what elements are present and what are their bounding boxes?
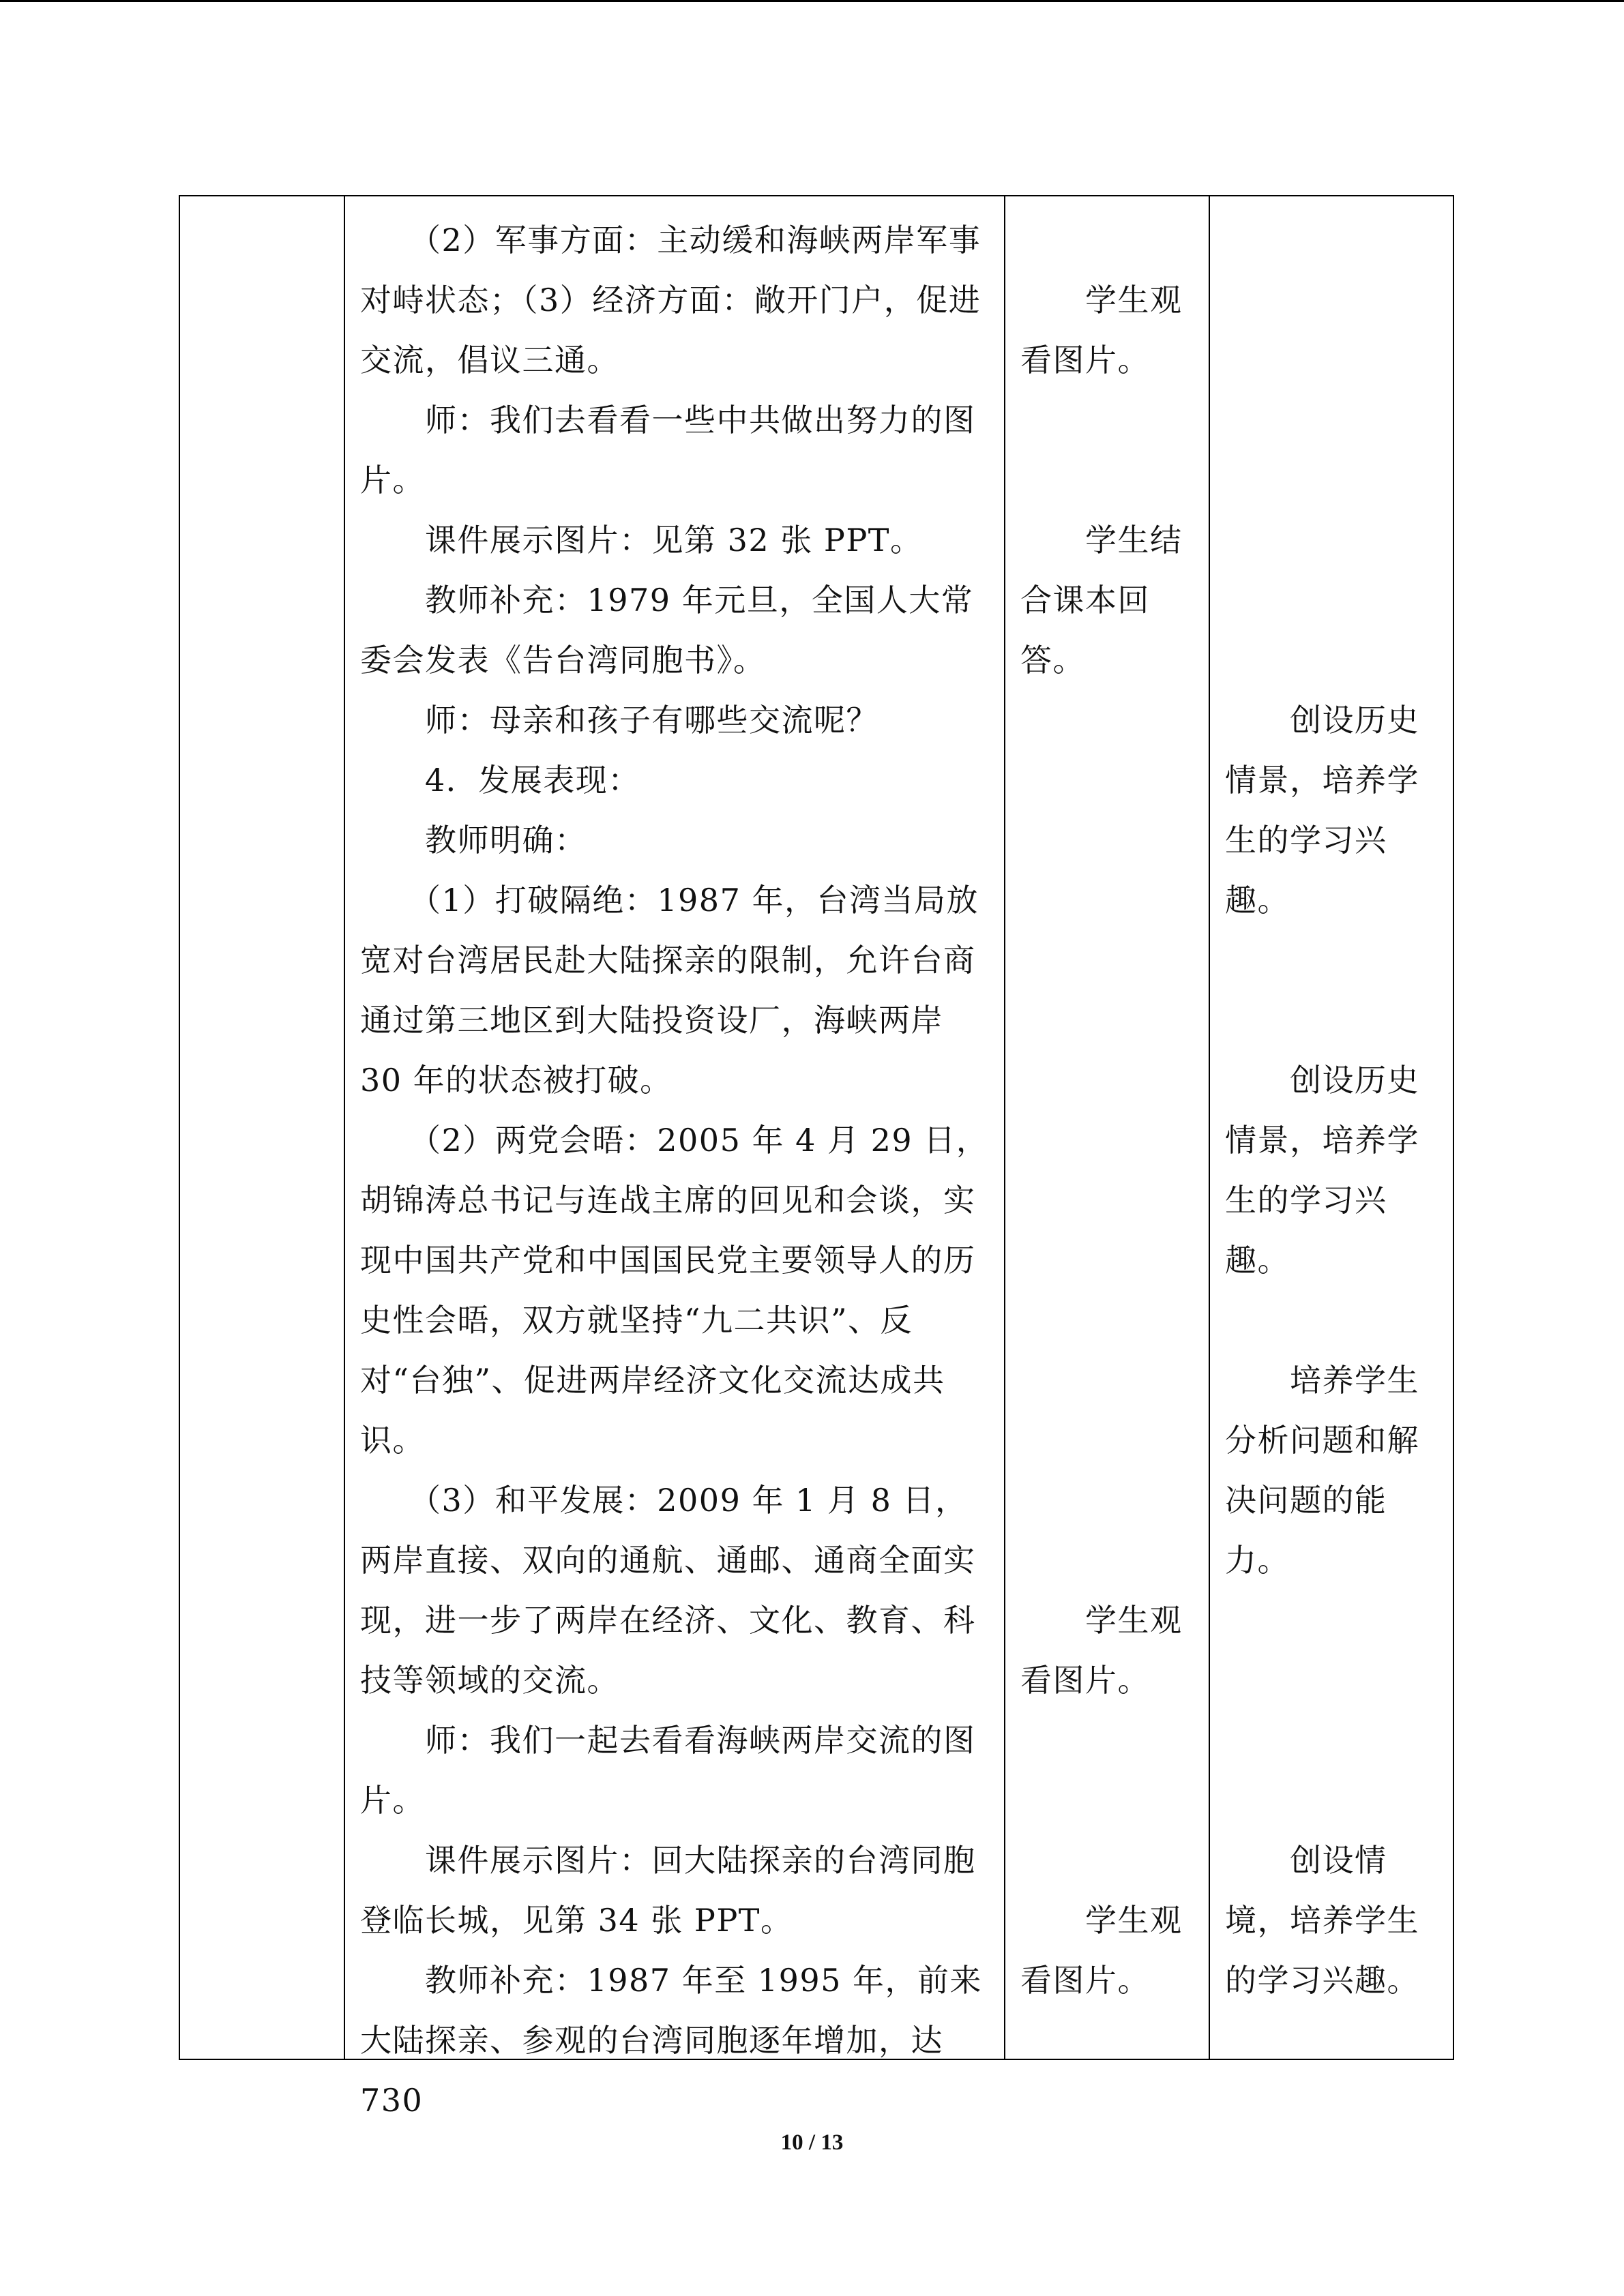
student-activity-text: 学生观看图片。 xyxy=(1020,282,1183,378)
stage-cell xyxy=(179,196,344,2059)
page-top-border xyxy=(0,0,1624,2)
student-activity-text: 学生结合课本回答。 xyxy=(1020,522,1183,679)
teacher-supplement-paragraph: 教师补充：1987 年至 1995 年，前来大陆探亲、参观的台湾同胞逐年增加，达 730 xyxy=(360,1962,982,2119)
peaceful-development-paragraph: （3）和平发展：2009 年 1 月 8 日，两岸直接、双向的通航、通邮、通商全面实现，进一步了两岸在经济、文化、教育、科技等领域的交流。 xyxy=(360,1482,976,1699)
teacher-activity-cell xyxy=(344,196,1005,2119)
student-activity-text: 学生观看图片。 xyxy=(1020,1902,1183,1999)
teacher-supplement-paragraph: 教师补充：1979 年元旦，全国人大常委会发表《告台湾同胞书》。 xyxy=(360,582,974,679)
section-heading: 4．发展表现： xyxy=(360,762,640,799)
courseware-paragraph: 课件展示图片：回大陆探亲的台湾同胞登临长城，见第 34 张 PPT。 xyxy=(360,1842,976,1939)
break-isolation-paragraph: （1）打破隔绝：1987 年，台湾当局放宽对台湾居民赴大陆探亲的限制，允许台商通过第三地区到大陆投资设厂，海峡两岸 30 年的状态被打破。 xyxy=(360,882,979,1099)
courseware-paragraph: 课件展示图片：见第 32 张 PPT。 xyxy=(360,522,923,558)
teacher-prompt-paragraph: 师：我们去看看一些中共做出努力的图片。 xyxy=(360,402,976,498)
design-purpose-text: 创设历史情景，培养学生的学习兴趣。 xyxy=(1225,702,1419,919)
party-meeting-paragraph: （2）两党会晤：2005 年 4 月 29 日，胡锦涛总书记与连战主席的回见和会谈，实现中国共产党和中国国民党主要领导人的历史性会晤，双方就坚持“九二共识”、反对“台独”、促进两岸经济文化交流达成共识。 xyxy=(360,1122,989,1459)
page-number: 10 / 13 xyxy=(780,2130,844,2155)
lesson-plan-table xyxy=(179,195,1454,2119)
design-purpose-text: 创设历史情景，培养学生的学习兴趣。 xyxy=(1225,1062,1419,1279)
teacher-prompt-paragraph: 师：我们一起去看看海峡两岸交流的图片。 xyxy=(360,1722,976,1819)
teacher-question-paragraph: 师：母亲和孩子有哪些交流呢？ xyxy=(360,702,879,739)
teacher-clarify-paragraph: 教师明确： xyxy=(360,822,587,859)
design-purpose-cell xyxy=(1209,196,1453,2059)
military-economic-paragraph: （2）军事方面：主动缓和海峡两岸军事对峙状态；（3）经济方面：敞开门户，促进交流，倡议三通。 xyxy=(360,222,981,378)
table-row xyxy=(179,196,1453,2059)
design-purpose-text: 创设情境，培养学生的学习兴趣。 xyxy=(1225,1842,1419,1999)
design-purpose-text: 培养学生分析问题和解决问题的能力。 xyxy=(1225,1362,1419,1579)
student-activity-text: 学生观看图片。 xyxy=(1020,1602,1183,1699)
student-activity-cell xyxy=(1005,196,1209,2059)
